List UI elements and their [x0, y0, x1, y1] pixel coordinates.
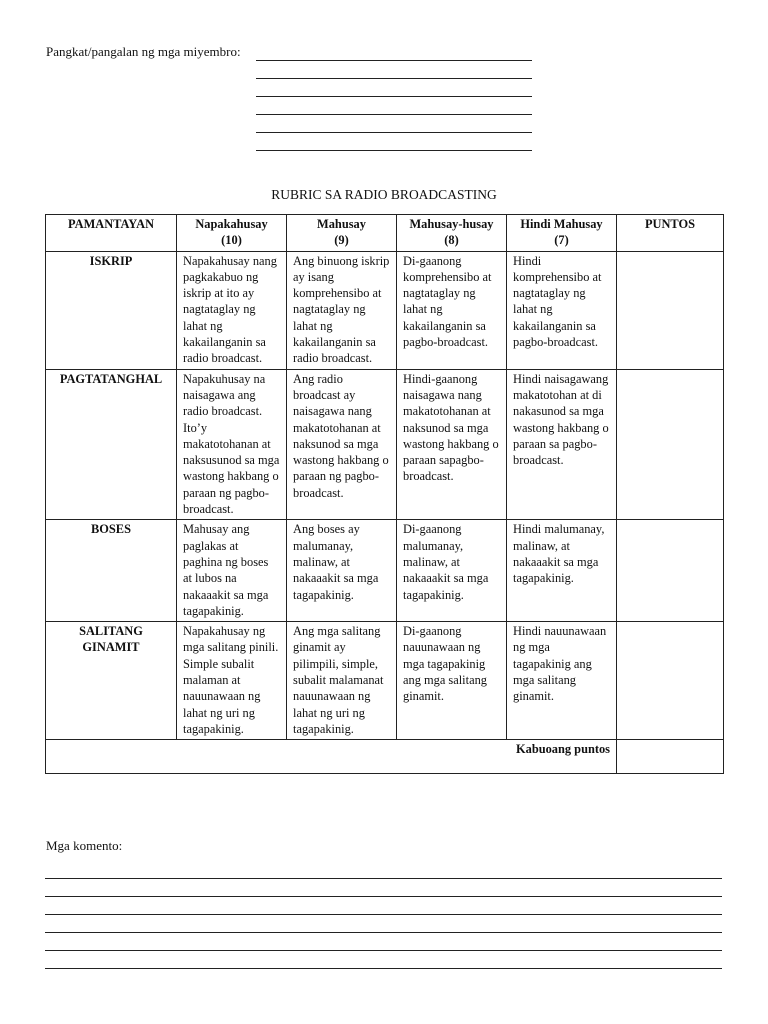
comments-label: Mga komento:: [46, 838, 123, 853]
rubric-title: RUBRIC SA RADIO BROADCASTING: [271, 187, 497, 202]
comment-line[interactable]: [45, 968, 722, 969]
descriptor-cell: Di-gaanong nauunawaan ng mga tagapakinig ang mga salitang ginamit.: [397, 622, 507, 740]
descriptor-cell: Ang mga salitang ginamit ay pilimpili, simple, subalit malamanat nauunawaan ng lahat ng uri ng tagapakinig.: [287, 622, 397, 740]
criterion-cell: BOSES: [46, 520, 177, 622]
header-row: [46, 215, 724, 252]
member-name-line[interactable]: [256, 150, 532, 151]
table-row: [46, 251, 724, 369]
member-name-line[interactable]: [256, 96, 532, 97]
criterion-cell: PAGTATANGHAL: [46, 369, 177, 520]
criterion-cell: SALITANG GINAMIT: [46, 622, 177, 740]
descriptor-cell: Napakahusay ng mga salitang pinili. Simple subalit malaman at nauunawaan ng lahat ng uri ng tagapakinig.: [177, 622, 287, 740]
total-row: [46, 740, 724, 774]
header-mahusay: Mahusay (9): [287, 215, 397, 252]
comment-line[interactable]: [45, 914, 722, 915]
member-name-line[interactable]: [256, 132, 532, 133]
descriptor-cell: Di-gaanong malumanay, malinaw, at nakaaakit sa mga tagapakinig.: [397, 520, 507, 622]
table-row: [46, 369, 724, 520]
score-cell[interactable]: [617, 251, 724, 369]
score-cell[interactable]: [617, 369, 724, 520]
descriptor-cell: Ang boses ay malumanay, malinaw, at nakaaakit sa mga tagapakinig.: [287, 520, 397, 622]
member-name-line[interactable]: [256, 78, 532, 79]
total-label: Kabuoang puntos: [46, 740, 617, 774]
comment-line[interactable]: [45, 878, 722, 879]
descriptor-cell: Napakahusay nang pagkakabuo ng iskrip at ito ay nagtataglay ng lahat ng kakailanganin sa radio broadcast.: [177, 251, 287, 369]
score-cell[interactable]: [617, 622, 724, 740]
header-hindi-mahusay: Hindi Mahusay (7): [507, 215, 617, 252]
header-puntos: PUNTOS: [617, 215, 724, 252]
descriptor-cell: Ang radio broadcast ay naisagawa nang makatotohanan at naksunod sa mga wastong hakbang o paraan ng pagbo-broadcast.: [287, 369, 397, 520]
comment-line[interactable]: [45, 932, 722, 933]
score-cell[interactable]: [617, 520, 724, 622]
descriptor-cell: Hindi malumanay, malinaw, at nakaaakit sa mga tagapakinig.: [507, 520, 617, 622]
table-row: [46, 622, 724, 740]
header-napakahusay: Napakahusay (10): [177, 215, 287, 252]
descriptor-cell: Hindi-gaanong naisagawa nang makatotohanan at naksunod sa mga wastong hakbang o paraan sapagbo-broadcast.: [397, 369, 507, 520]
comment-line[interactable]: [45, 896, 722, 897]
descriptor-cell: Napakuhusay na naisagawa ang radio broadcast. Ito’y makatotohanan at naksusunod sa mga wastong hakbang o paraan ng pagbo-broadcast.: [177, 369, 287, 520]
header-criteria: PAMANTAYAN: [46, 215, 177, 252]
descriptor-cell: Hindi komprehensibo at nagtataglay ng lahat ng kakailanganin sa pagbo-broadcast.: [507, 251, 617, 369]
descriptor-cell: Mahusay ang paglakas at paghina ng boses at lubos na nakaaakit sa mga tagapakinig.: [177, 520, 287, 622]
total-score-cell[interactable]: [617, 740, 724, 774]
descriptor-cell: Ang binuong iskrip ay isang komprehensibo at nagtataglay ng lahat ng kakailanganin sa radio broadcast.: [287, 251, 397, 369]
descriptor-cell: Hindi nauunawaan ng mga tagapakinig ang mga salitang ginamit.: [507, 622, 617, 740]
members-label: Pangkat/pangalan ng mga miyembro:: [46, 44, 241, 59]
descriptor-cell: Hindi naisagawang makatotohan at di nakasunod sa mga wastong hakbang o paraan sa pagbo-broadcast.: [507, 369, 617, 520]
rubric-table: [45, 214, 724, 774]
criterion-cell: ISKRIP: [46, 251, 177, 369]
member-name-line[interactable]: [256, 114, 532, 115]
header-mahusay-husay: Mahusay-husay (8): [397, 215, 507, 252]
descriptor-cell: Di-gaanong komprehensibo at nagtataglay ng lahat ng kakailanganin sa pagbo-broadcast.: [397, 251, 507, 369]
member-name-line[interactable]: [256, 60, 532, 61]
table-row: [46, 520, 724, 622]
comment-line[interactable]: [45, 950, 722, 951]
